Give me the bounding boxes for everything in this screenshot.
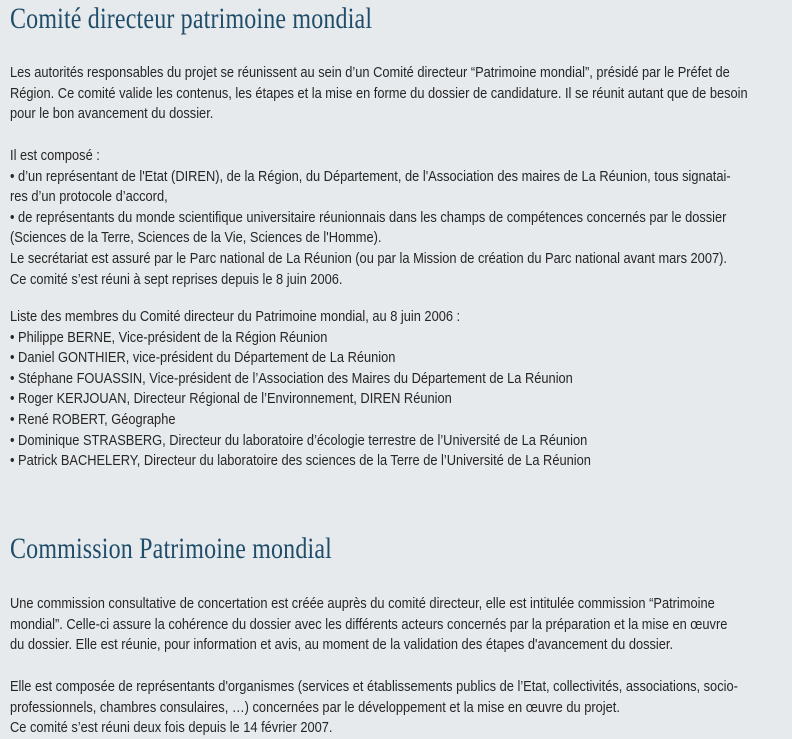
comite-intro-paragraph <box>10 63 790 125</box>
bullet-line: • de représentants du monde scientifique universitaire réunionnais dans les champs de compétences concernés par le dossier <box>10 208 727 226</box>
text-line: professionnels, chambres consulaires, …) concernées par le développement et la mise en œuvre du projet. <box>10 698 620 716</box>
member-list-item: • Patrick BACHELERY, Directeur du laboratoire des sciences de la Terre de l’Université de La Réunion <box>10 452 591 470</box>
text-line: Ce comité s’est réuni à sept reprises depuis le 8 juin 2006. <box>10 270 343 288</box>
member-list-item: • Daniel GONTHIER, vice-président du Département de La Réunion <box>10 349 396 367</box>
comite-composition-paragraph <box>10 146 790 290</box>
text-line: Une commission consultative de concertation est créée auprès du comité directeur, elle est intitulée commission “Patrimoine <box>10 595 715 612</box>
members-list-intro: Liste des membres du Comité directeur du Patrimoine mondial, au 8 juin 2006 : <box>10 308 461 325</box>
text-line: pour le bon avancement du dossier. <box>10 105 214 123</box>
text-line: (Sciences de la Terre, Sciences de la Vie, Sciences de l'Homme). <box>10 229 382 247</box>
bullet-line: • d’un représentant de l'Etat (DIREN), de la Région, du Département, de l'Association des maires de La Réunion, tous signatai- <box>10 167 731 185</box>
text-line: Les autorités responsables du projet se réunissent au sein d’un Comité directeur “Patrimoine mondial”, présidé par le Préfet de <box>10 64 730 81</box>
text-line: Région. Ce comité valide les contenus, les étapes et la mise en forme du dossier de candidature. Il se réunit autant que de besoin <box>10 84 748 102</box>
text-line: Le secrétariat est assuré par le Parc national de La Réunion (ou par la Mission de création du Parc national avant mars 2007). <box>10 249 727 267</box>
commission-composition-paragraph <box>10 677 790 739</box>
member-list-item: • Stéphane FOUASSIN, Vice-président de l’Association des Maires du Département de La Réunion <box>10 369 573 387</box>
text-line: du dossier. Elle est réunie, pour information et avis, au moment de la validation des étapes d'avancement du dossier. <box>10 636 674 654</box>
text-line: Ce comité s’est réuni deux fois depuis le 14 février 2007. <box>10 719 333 737</box>
member-list-item: • René ROBERT, Géographe <box>10 410 176 428</box>
commission-intro-paragraph <box>10 594 790 656</box>
text-line: Elle est composée de représentants d'organismes (services et établissements publics de l’Etat, collectivités, associations, socio- <box>10 678 738 695</box>
member-list-item: • Roger KERJOUAN, Directeur Régional de l’Environnement, DIREN Réunion <box>10 390 452 408</box>
member-list-item: • Dominique STRASBERG, Directeur du laboratoire d’écologie terrestre de l’Université de La Réunion <box>10 431 588 449</box>
comite-members-list <box>10 307 790 472</box>
text-line: res d’un protocole d’accord, <box>10 188 168 206</box>
member-list-item: • Philippe BERNE, Vice-président de la Région Réunion <box>10 328 328 346</box>
text-line: Il est composé : <box>10 147 100 164</box>
section-heading-commission: Commission Patrimoine mondial <box>10 532 332 565</box>
section-heading-comite-directeur: Comité directeur patrimoine mondial <box>10 2 373 35</box>
text-line: mondial”. Celle-ci assure la cohérence du dossier avec les différents acteurs concernés par la préparation et la mise en œuvre <box>10 615 728 633</box>
